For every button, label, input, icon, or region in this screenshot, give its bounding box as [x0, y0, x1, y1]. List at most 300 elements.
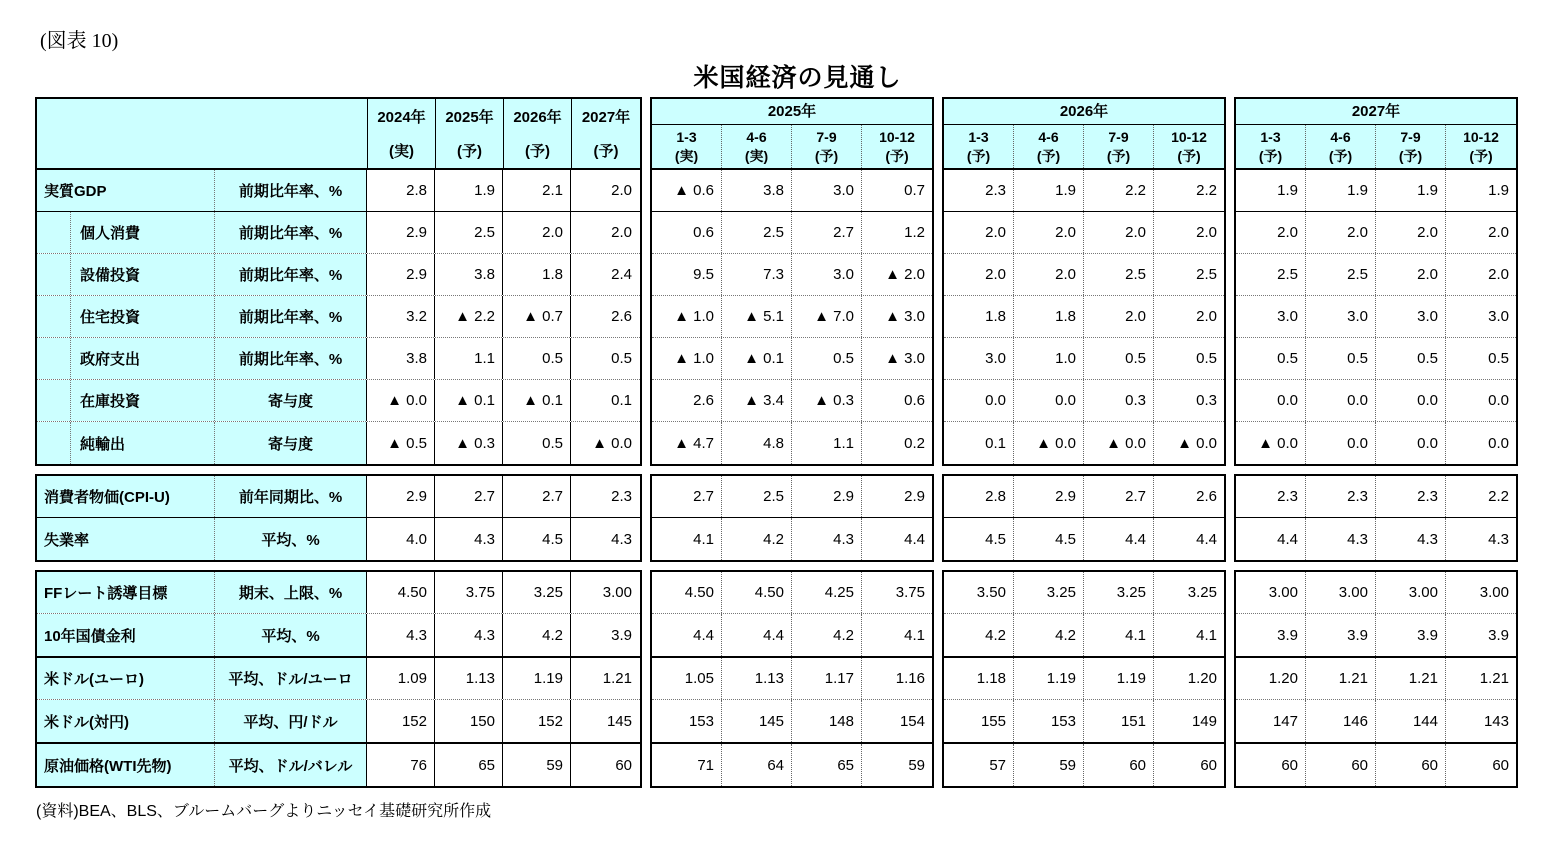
value-cell: 4.3 [1306, 518, 1376, 560]
table-row [1236, 572, 1516, 614]
value-cell: 3.8 [435, 254, 503, 295]
value-cell: ▲ 1.0 [652, 338, 722, 379]
quarter-header-cell [862, 125, 932, 168]
table-row [652, 380, 932, 422]
year-label: 2025年 [652, 99, 932, 125]
table-row [37, 422, 640, 464]
value-cell: 151 [1084, 700, 1154, 742]
value-cell: 4.8 [722, 422, 792, 464]
value-cell: 0.3 [1084, 380, 1154, 421]
value-cell: 3.00 [1479, 584, 1509, 601]
value-cell: 2.7 [652, 476, 722, 517]
value-cell: 1.17 [792, 658, 862, 699]
quarter-label: 4-6 [746, 129, 767, 146]
value-cell: 4.3 [435, 518, 503, 560]
value-cell: 149 [1191, 712, 1217, 730]
value-cell: 2.0 [1196, 308, 1217, 325]
value-cell: 4.3 [611, 530, 632, 548]
table-row [652, 658, 932, 700]
value-cell: ▲ 0.0 [592, 434, 632, 452]
actual-forecast-mark: (実) [389, 143, 414, 160]
year-header-cell [436, 99, 504, 168]
value-cell: ▲ 0.7 [503, 296, 571, 337]
value-cell: 0.5 [611, 350, 632, 367]
value-cell: 2.3 [1306, 476, 1376, 517]
value-cell: 148 [792, 700, 862, 742]
table-row [1236, 518, 1516, 560]
value-cell: 1.19 [1084, 658, 1154, 699]
table-row [1236, 422, 1516, 464]
value-cell: 1.9 [1488, 182, 1509, 199]
table-row [37, 338, 640, 380]
row-label-text: 住宅投資 [80, 309, 141, 326]
row-label-text: 実質GDP [44, 183, 107, 200]
table-row [652, 170, 932, 212]
value-cell: 60 [1306, 744, 1376, 786]
value-cell: 1.8 [1014, 296, 1084, 337]
value-cell: ▲ 0.1 [435, 380, 503, 421]
row-label [37, 572, 215, 613]
quarter-header-cell [944, 125, 1014, 168]
annual-header [35, 97, 642, 170]
value-cell: 2.9 [367, 212, 435, 253]
value-cell: 2.0 [611, 224, 632, 241]
value-cell: 4.3 [1376, 518, 1446, 560]
table-row [1236, 744, 1516, 786]
table-row [944, 212, 1224, 254]
quarters-2026-block [942, 97, 1226, 788]
forecast-table [35, 97, 1518, 788]
value-cell: 3.8 [367, 338, 435, 379]
value-cell: 3.25 [1014, 572, 1084, 613]
value-cell: 4.4 [904, 530, 925, 548]
quarter-row [944, 125, 1224, 168]
value-cell: 4.2 [503, 614, 571, 656]
quarter-label: 4-6 [1330, 129, 1351, 146]
row-label [37, 518, 215, 560]
row-label-text: 消費者物価(CPI-U) [44, 489, 170, 506]
table-row [1236, 296, 1516, 338]
value-cell: 0.6 [652, 212, 722, 253]
table-row [1236, 658, 1516, 700]
table-row [1236, 614, 1516, 656]
table-row [1236, 380, 1516, 422]
value-cell: 4.0 [367, 518, 435, 560]
value-cell: 147 [1236, 700, 1306, 742]
source-note: (資料)BEA、BLS、ブルームバーグよりニッセイ基礎研究所作成 [36, 803, 492, 820]
table-row [652, 296, 932, 338]
row-unit: 期末、上限、% [215, 572, 367, 613]
value-cell: 1.9 [1236, 170, 1306, 211]
row-label-text: 個人消費 [80, 225, 141, 242]
value-cell: ▲ 3.4 [722, 380, 792, 421]
value-cell: 3.25 [503, 572, 571, 613]
value-cell: 153 [652, 700, 722, 742]
value-cell: 4.4 [1236, 518, 1306, 560]
value-cell: ▲ 0.3 [435, 422, 503, 464]
value-cell: 1.9 [1376, 170, 1446, 211]
year-label: 2027年 [581, 109, 631, 126]
quarter-label: 4-6 [1038, 129, 1059, 146]
table-row [37, 380, 640, 422]
value-cell: 4.50 [652, 572, 722, 613]
value-cell: 1.19 [503, 658, 571, 699]
value-cell: 1.9 [435, 170, 503, 211]
row-unit: 平均、% [215, 518, 367, 560]
indent-strip [44, 296, 71, 337]
value-cell: 2.5 [1236, 254, 1306, 295]
value-cell: 4.2 [1014, 614, 1084, 656]
value-cell: 65 [435, 744, 503, 786]
value-cell: 0.5 [792, 338, 862, 379]
row-group [942, 656, 1226, 744]
value-cell: 2.5 [435, 212, 503, 253]
value-cell: 155 [944, 700, 1014, 742]
value-cell: ▲ 3.0 [885, 308, 925, 325]
value-cell: ▲ 4.7 [652, 422, 722, 464]
value-cell: 59 [503, 744, 571, 786]
table-row [944, 476, 1224, 518]
value-cell: 0.5 [1488, 350, 1509, 367]
row-unit: 寄与度 [215, 380, 367, 421]
value-cell: 3.00 [602, 584, 632, 601]
year-header-cell [368, 99, 436, 168]
value-cell: 2.0 [944, 254, 1014, 295]
value-cell: 146 [1306, 700, 1376, 742]
table-row [944, 518, 1224, 560]
indent-strip [44, 212, 71, 253]
value-cell: 4.1 [904, 626, 925, 644]
value-cell: 3.00 [1306, 572, 1376, 613]
table-row [37, 744, 640, 786]
value-cell: 1.19 [1014, 658, 1084, 699]
value-cell: 2.0 [1236, 212, 1306, 253]
row-group [942, 570, 1226, 658]
value-cell: 3.9 [1376, 614, 1446, 656]
row-group [35, 168, 642, 466]
quarter-label: 10-12 [1463, 129, 1499, 146]
row-unit: 平均、円/ドル [215, 700, 367, 742]
row-group [1234, 656, 1518, 744]
row-unit: 前期比年率、% [215, 338, 367, 379]
value-cell: 2.0 [1488, 266, 1509, 283]
row-unit: 前年同期比、% [215, 476, 367, 517]
value-cell: ▲ 5.1 [722, 296, 792, 337]
value-cell: 2.6 [611, 308, 632, 325]
quarter-label: 10-12 [879, 129, 915, 146]
value-cell: 2.9 [367, 476, 435, 517]
row-label-text: 失業率 [44, 531, 90, 549]
row-label [37, 700, 215, 742]
value-cell: 1.1 [792, 422, 862, 464]
value-cell: 2.0 [1014, 212, 1084, 253]
value-cell: 2.1 [503, 170, 571, 211]
value-cell: 0.5 [1236, 338, 1306, 379]
value-cell: 0.5 [1306, 338, 1376, 379]
quarter-header-cell [792, 125, 862, 168]
value-cell: 2.9 [1014, 476, 1084, 517]
row-unit: 前期比年率、% [215, 254, 367, 295]
row-group [650, 742, 934, 788]
row-label [37, 658, 215, 699]
value-cell: 143 [1483, 712, 1509, 730]
value-cell: 9.5 [652, 254, 722, 295]
value-cell: 0.3 [1196, 392, 1217, 409]
row-label [37, 614, 215, 656]
value-cell: 0.1 [944, 422, 1014, 464]
row-group [35, 656, 642, 744]
table-row [944, 700, 1224, 742]
table-row [944, 380, 1224, 422]
value-cell: 1.1 [435, 338, 503, 379]
value-cell: 3.25 [1187, 584, 1217, 601]
value-cell: 4.1 [1084, 614, 1154, 656]
row-group [942, 742, 1226, 788]
value-cell: 65 [792, 744, 862, 786]
value-cell: 153 [1014, 700, 1084, 742]
value-cell: 4.4 [722, 614, 792, 656]
table-row [652, 254, 932, 296]
row-label-text: 米ドル(対円) [44, 713, 129, 731]
value-cell: 60 [615, 756, 632, 774]
row-unit: 平均、ドル/バレル [215, 744, 367, 786]
value-cell: 154 [899, 712, 925, 730]
value-cell: 60 [1376, 744, 1446, 786]
quarter-header-cell [1014, 125, 1084, 168]
row-label [37, 170, 215, 211]
table-row [1236, 338, 1516, 380]
table-row [944, 744, 1224, 786]
value-cell: 3.2 [367, 296, 435, 337]
value-cell: 1.20 [1187, 670, 1217, 687]
row-group [35, 570, 642, 658]
value-cell: 150 [435, 700, 503, 742]
value-cell: ▲ 0.0 [1084, 422, 1154, 464]
value-cell: 2.5 [722, 476, 792, 517]
row-label [37, 338, 215, 379]
value-cell: 1.21 [1479, 670, 1509, 687]
value-cell: 0.5 [1376, 338, 1446, 379]
table-row [37, 212, 640, 254]
actual-forecast-mark: (予) [593, 143, 619, 160]
row-unit: 前期比年率、% [215, 212, 367, 253]
value-cell: 71 [652, 744, 722, 786]
value-cell: 2.5 [722, 212, 792, 253]
value-cell: 0.6 [904, 392, 925, 409]
actual-forecast-mark: (予) [1258, 147, 1283, 164]
value-cell: 2.5 [1306, 254, 1376, 295]
value-cell: 2.2 [1196, 182, 1217, 199]
value-cell: ▲ 7.0 [792, 296, 862, 337]
table-row [37, 296, 640, 338]
table-row [944, 170, 1224, 212]
value-cell: 1.21 [1376, 658, 1446, 699]
table-row [37, 658, 640, 700]
value-cell: 0.5 [503, 422, 571, 464]
value-cell: 4.3 [367, 614, 435, 656]
quarter-row [1236, 125, 1516, 168]
value-cell: 3.0 [1376, 296, 1446, 337]
year-label: 2026年 [513, 109, 562, 126]
year-label: 2025年 [445, 109, 494, 126]
value-cell: 4.5 [944, 518, 1014, 560]
value-cell: 0.0 [1014, 380, 1084, 421]
value-cell: 4.50 [367, 572, 435, 613]
value-cell: 2.9 [904, 488, 925, 505]
quarter-header-cell [1306, 125, 1376, 168]
value-cell: 1.05 [652, 658, 722, 699]
value-cell: 4.3 [435, 614, 503, 656]
actual-forecast-mark: (予) [1106, 147, 1131, 164]
value-cell: 2.6 [1196, 488, 1217, 505]
value-cell: ▲ 3.0 [885, 350, 925, 367]
value-cell: ▲ 0.6 [652, 170, 722, 211]
quarter-header-cell [1446, 125, 1516, 168]
table-row [652, 700, 932, 742]
value-cell: 2.0 [1196, 224, 1217, 241]
table-row [944, 338, 1224, 380]
indent-strip [44, 380, 71, 421]
actual-forecast-mark: (予) [814, 147, 839, 164]
value-cell: 59 [908, 756, 925, 774]
quarters-2025-block [650, 97, 934, 788]
row-group [650, 656, 934, 744]
value-cell: 2.0 [1376, 212, 1446, 253]
value-cell: 1.09 [367, 658, 435, 699]
value-cell: 2.2 [1488, 488, 1509, 505]
value-cell: ▲ 0.0 [1236, 422, 1306, 464]
row-label-text: 純輸出 [80, 435, 126, 453]
value-cell: 2.0 [1376, 254, 1446, 295]
quarter-header-cell [1376, 125, 1446, 168]
value-cell: 1.8 [944, 296, 1014, 337]
row-label-text: 原油価格(WTI先物) [44, 757, 172, 775]
indent-strip [44, 422, 71, 464]
value-cell: 59 [1014, 744, 1084, 786]
year-header-cell [572, 99, 640, 168]
value-cell: 60 [1492, 756, 1509, 774]
row-group [650, 474, 934, 562]
table-row [37, 518, 640, 560]
value-cell: 2.3 [1376, 476, 1446, 517]
actual-forecast-mark: (予) [966, 147, 991, 164]
value-cell: 3.9 [1306, 614, 1376, 656]
row-label [37, 476, 215, 517]
value-cell: 4.4 [1196, 530, 1217, 548]
value-cell: 3.0 [944, 338, 1014, 379]
actual-forecast-mark: (予) [1177, 147, 1201, 164]
value-cell: 2.5 [1084, 254, 1154, 295]
indent-strip [44, 338, 71, 379]
table-row [944, 658, 1224, 700]
quarter-header-cell [652, 125, 722, 168]
table-row [1236, 700, 1516, 742]
value-cell: 2.8 [944, 476, 1014, 517]
table-row [944, 572, 1224, 614]
value-cell: ▲ 0.3 [792, 380, 862, 421]
actual-forecast-mark: (予) [457, 143, 482, 160]
value-cell: 1.9 [1014, 170, 1084, 211]
year-header-cell [504, 99, 572, 168]
year-label: 2026年 [944, 99, 1224, 125]
value-cell: 2.2 [1084, 170, 1154, 211]
table-row [37, 572, 640, 614]
value-cell: 2.8 [367, 170, 435, 211]
value-cell: 3.75 [895, 584, 925, 601]
value-cell: 3.00 [1376, 572, 1446, 613]
value-cell: 7.3 [722, 254, 792, 295]
row-group [35, 474, 642, 562]
actual-forecast-mark: (実) [674, 147, 699, 164]
value-cell: 1.21 [602, 670, 632, 687]
actual-forecast-mark: (予) [1036, 147, 1061, 164]
value-cell: 0.5 [1196, 350, 1217, 367]
value-cell: 2.7 [792, 212, 862, 253]
value-cell: 2.3 [944, 170, 1014, 211]
annual-block [35, 97, 642, 788]
value-cell: 2.9 [367, 254, 435, 295]
value-cell: 4.2 [792, 614, 862, 656]
value-cell: 3.00 [1236, 572, 1306, 613]
row-group [1234, 168, 1518, 466]
value-cell: 4.25 [792, 572, 862, 613]
value-cell: 2.6 [652, 380, 722, 421]
value-cell: 1.21 [1306, 658, 1376, 699]
value-cell: 1.8 [503, 254, 571, 295]
value-cell: 0.5 [503, 338, 571, 379]
quarter-header [942, 97, 1226, 170]
quarter-label: 10-12 [1171, 129, 1207, 146]
value-cell: 0.0 [1488, 392, 1509, 409]
value-cell: 2.7 [1084, 476, 1154, 517]
value-cell: 3.9 [611, 626, 632, 644]
value-cell: 2.7 [435, 476, 503, 517]
row-label [37, 254, 215, 295]
value-cell: 2.5 [1196, 266, 1217, 283]
table-row [1236, 476, 1516, 518]
value-cell: ▲ 0.5 [367, 422, 435, 464]
table-row [1236, 212, 1516, 254]
value-cell: 2.0 [1084, 212, 1154, 253]
value-cell: 2.4 [611, 266, 632, 283]
table-row [652, 744, 932, 786]
table-row [1236, 254, 1516, 296]
value-cell: 0.0 [1306, 422, 1376, 464]
value-cell: ▲ 0.1 [503, 380, 571, 421]
value-cell: 2.0 [1084, 296, 1154, 337]
quarter-label: 1-3 [676, 129, 697, 146]
value-cell: ▲ 2.0 [885, 266, 925, 283]
actual-forecast-mark: (予) [1469, 147, 1493, 164]
row-label [37, 212, 215, 253]
quarter-header-cell [1154, 125, 1224, 168]
row-group [1234, 570, 1518, 658]
row-label-text: 在庫投資 [80, 393, 141, 410]
table-row [652, 518, 932, 560]
quarter-header-cell [1084, 125, 1154, 168]
row-label [37, 422, 215, 464]
quarters-2027-block [1234, 97, 1518, 788]
table-row [652, 614, 932, 656]
value-cell: 2.0 [503, 212, 571, 253]
value-cell: 60 [1200, 756, 1217, 774]
value-cell: 2.0 [1306, 212, 1376, 253]
value-cell: 0.7 [904, 182, 925, 199]
value-cell: 76 [367, 744, 435, 786]
quarter-header-cell [722, 125, 792, 168]
table-row [944, 296, 1224, 338]
value-cell: 2.3 [611, 488, 632, 505]
